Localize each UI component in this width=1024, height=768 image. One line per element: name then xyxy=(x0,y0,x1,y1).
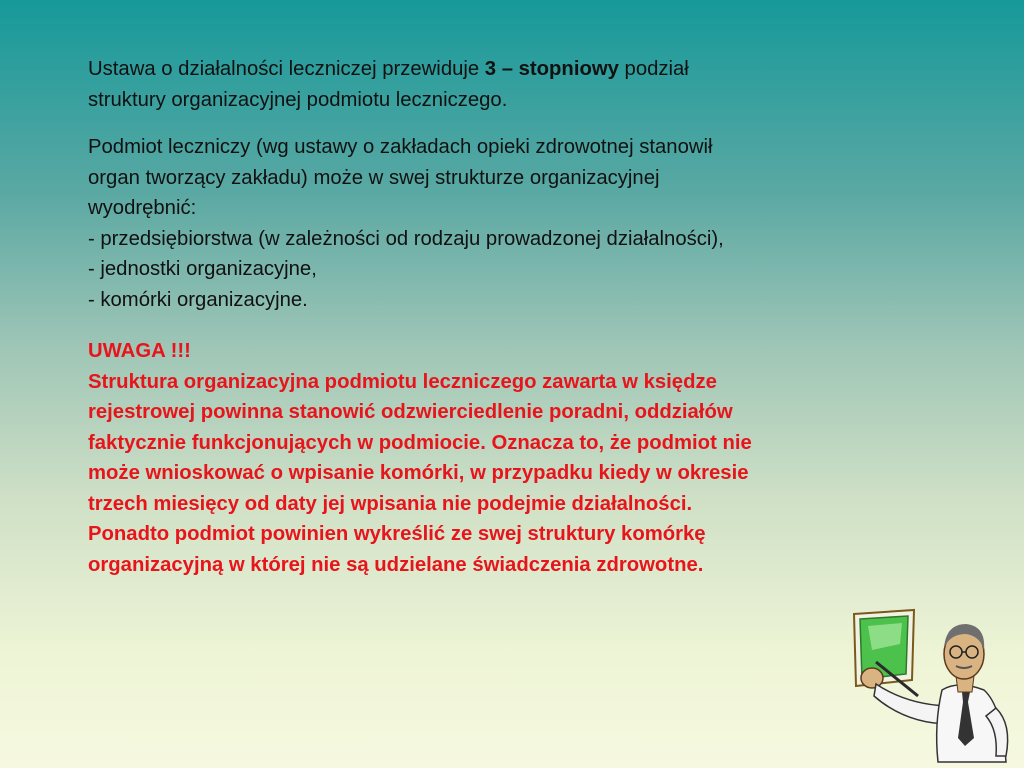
body-line: Podmiot leczniczy (wg ustawy o zakładach opieki zdrowotnej stanowił xyxy=(88,136,713,158)
intro-paragraph xyxy=(88,54,948,115)
warning-line: trzech miesięcy od daty jej wpisania nie podejmie działalności. xyxy=(88,492,693,515)
warning-line: Ponadto podmiot powinien wykreślić ze swej struktury komórkę xyxy=(88,523,706,545)
body-paragraph xyxy=(88,132,948,315)
warning-line: może wnioskować o wpisanie komórki, w przypadku kiedy w okresie xyxy=(88,462,749,484)
list-item: - komórki organizacyjne. xyxy=(88,288,308,311)
body-line: organ tworzący zakładu) może w swej strukturze organizacyjnej xyxy=(88,166,660,189)
teacher-with-board-icon xyxy=(846,606,1016,766)
warning-line: Struktura organizacyjna podmiotu leczniczego zawarta w księdze xyxy=(88,370,717,393)
warning-paragraph xyxy=(88,336,948,580)
warning-heading: UWAGA !!! xyxy=(88,340,191,362)
intro-text-1: Ustawa o działalności leczniczej przewiduje xyxy=(88,58,485,80)
intro-text-3: struktury organizacyjnej podmiotu leczniczego. xyxy=(88,88,508,111)
list-item: - jednostki organizacyjne, xyxy=(88,258,317,280)
body-line: wyodrębnić: xyxy=(88,197,197,219)
intro-text-2: podział xyxy=(618,58,689,80)
warning-line: rejestrowej powinna stanowić odzwierciedlenie poradni, oddziałów xyxy=(88,401,733,423)
intro-bold: 3 – stopniowy xyxy=(484,58,619,80)
warning-line: organizacyjną w której nie są udzielane świadczenia zdrowotne. xyxy=(88,553,704,576)
slide-content xyxy=(88,54,948,580)
warning-line: faktycznie funkcjonujących w podmiocie. Oznacza to, że podmiot nie xyxy=(88,431,752,454)
list-item: - przedsiębiorstwa (w zależności od rodzaju prowadzonej działalności), xyxy=(88,227,724,250)
